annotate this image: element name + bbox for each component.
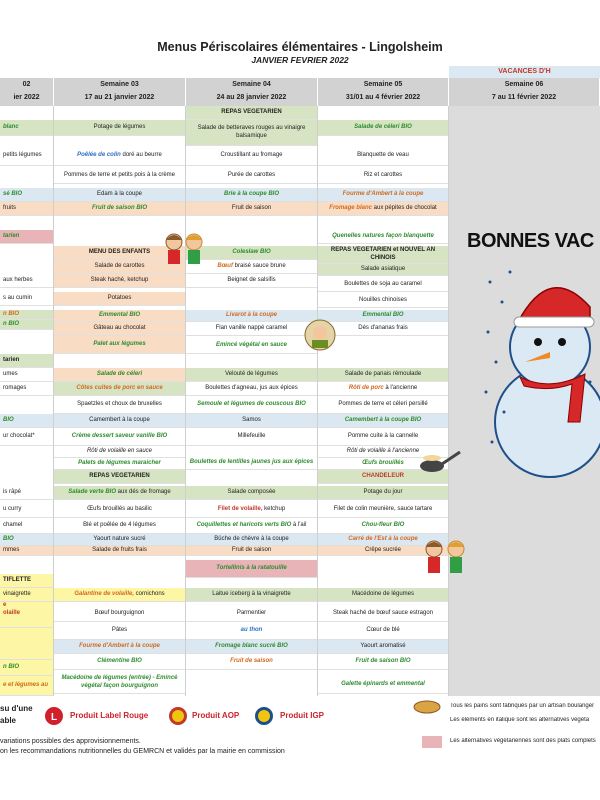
menu-item: Potatoes	[54, 292, 185, 306]
menu-item: Fruit de saison	[186, 546, 317, 556]
menu-item: Gâteau au chocolat	[54, 322, 185, 336]
menu-item: chamel	[0, 518, 53, 534]
menu-item: Pâtes	[54, 622, 185, 640]
menu-item: Yaourt aromatisé	[318, 640, 448, 654]
menu-item: Fruit de saison	[186, 202, 317, 216]
menu-item: Pommes de terre et petits pois à la crème	[54, 168, 185, 184]
menu-item: Dés d'ananas frais	[318, 322, 448, 336]
week-dates: 17 au 21 janvier 2022	[84, 94, 155, 101]
menu-item: Samos	[186, 414, 317, 428]
menu-item: Purée de carottes	[186, 168, 317, 184]
veg-alt: Palet aux légumes	[54, 336, 185, 354]
menu-item: Salade de fruits frais	[54, 546, 185, 556]
menu-item: Pomme cuite à la cannelle	[318, 428, 448, 446]
menu-item: Côtes cuites de porc en sauce	[54, 382, 185, 396]
menu-item: Salade composée	[186, 486, 317, 500]
menu-item: fruits	[0, 202, 53, 216]
week03-column	[54, 106, 186, 696]
children-icon	[160, 232, 208, 266]
menu-item: Beignet de salsifis	[186, 274, 317, 288]
menu-item: Fruit de saison BIO	[318, 654, 448, 670]
menu-item-header: TIFLETTE	[0, 574, 53, 588]
menu-item: Salade de betteraves rouges au vinaigre balsamique	[186, 120, 317, 146]
menu-item: Clémentine BIO	[54, 654, 185, 670]
menu-item: Salade de céleri	[54, 368, 185, 382]
menu-item: Potage du jour	[318, 486, 448, 500]
menu-item: e et légumes au	[0, 676, 53, 696]
menu-item: is râpé	[0, 486, 53, 500]
label-rouge-icon	[44, 706, 64, 726]
menu-item: Bœuf braisé sauce brune	[186, 260, 317, 274]
crepe-pan-icon	[418, 448, 462, 478]
menu-item: Cœur de blé	[318, 622, 448, 640]
menu-item: Camembert à la coupe	[54, 414, 185, 428]
menu-item: Semoule et légumes de couscous BIO	[186, 396, 317, 414]
page-subtitle: JANVIER FEVRIER 2022	[251, 55, 349, 65]
menu-item: Carré de l'Est à la coupe	[318, 534, 448, 546]
menu-header: REPAS VEGETARIEN	[54, 470, 185, 484]
menu-item: au thon	[186, 622, 317, 640]
menu-item: sé BIO	[0, 188, 53, 202]
menu-item: Coleslaw BIO	[186, 246, 317, 260]
bonnes-vacances-text: BONNES VAC	[467, 230, 594, 252]
bread-icon	[412, 700, 442, 714]
menu-item: Riz et carottes	[318, 168, 448, 184]
menu-item: romages	[0, 382, 53, 396]
menu-header: MENU DES ENFANTS	[54, 246, 185, 260]
footer-left-text2: able	[0, 716, 17, 725]
children-icon	[420, 538, 472, 578]
menu-item: Potage de légumes	[54, 120, 185, 136]
week02-column	[0, 106, 54, 696]
menu-item: Edam à la coupe	[54, 188, 185, 202]
menu-item: Rôti de volaille à l'ancienne	[318, 446, 448, 458]
menu-item: e olaille	[0, 602, 53, 628]
menu-item: Fruit de saison BIO	[54, 202, 185, 216]
veg-alt-swatch	[422, 736, 442, 748]
menu-item: BIO	[0, 534, 53, 546]
veg-alt: Galette épinards et emmental	[318, 676, 448, 694]
menu-item: petits légumes	[0, 146, 53, 166]
menu-item: Millefeuille	[186, 428, 317, 446]
menu-item: Œufs brouillés au basilic	[54, 502, 185, 518]
week-header-06	[449, 78, 600, 106]
menu-item: Laitue iceberg à la vinaigrette	[186, 588, 317, 602]
footer-note-2: on les recommandations nutritionnelles du GEMRCN et validés par la mairie en commission	[0, 748, 285, 755]
menu-item: Steak haché de bœuf sauce estragon	[318, 606, 448, 622]
menu-item: Fourme d'Ambert à la coupe	[54, 640, 185, 654]
menu-item: Galantine de volaille, cornichons	[54, 588, 185, 602]
igp-icon	[254, 706, 274, 726]
menu-item: Salade asiatique	[318, 264, 448, 276]
menu-item: vinaigrette	[0, 588, 53, 602]
menu-item: Blanquette de veau	[318, 146, 448, 166]
menu-item: Fromage blanc sucré BIO	[186, 640, 317, 654]
menu-item: Parmentier	[186, 606, 317, 622]
label-rouge-legend: Produit Label Rouge	[70, 711, 149, 720]
week-header-05	[318, 78, 449, 106]
menu-item: Bœuf bourguignon	[54, 606, 185, 622]
aop-legend: Produit AOP	[192, 711, 240, 720]
chef-child-icon	[302, 318, 338, 352]
menu-item: umes	[0, 368, 53, 382]
menu-item: Fruit de saison	[186, 654, 317, 670]
svg-text:L: L	[50, 712, 58, 723]
menu-item: aux herbes	[0, 274, 53, 288]
menu-item: Nouilles chinoises	[318, 294, 448, 308]
menu-item: blanc	[0, 120, 53, 136]
veg-alt: tarien	[0, 230, 53, 244]
week-header-03	[54, 78, 186, 106]
week-name: Semaine 04	[232, 81, 271, 88]
menu-item: Emmental BIO	[54, 310, 185, 322]
menu-item: Brie à la coupe BIO	[186, 188, 317, 202]
menu-item: Boulettes d'agneau, jus aux épices	[186, 382, 317, 396]
igp-legend: Produit IGP	[280, 711, 324, 720]
menu-item: BIO	[0, 414, 53, 428]
week-name: Semaine 03	[100, 81, 139, 88]
menu-item: Bûche de chèvre à la coupe	[186, 534, 317, 546]
week04-column	[186, 106, 318, 696]
menu-item: n BIO	[0, 660, 53, 676]
menu-item: Salade de céleri BIO	[318, 120, 448, 136]
week-name: Semaine 05	[363, 81, 403, 88]
menu-item: Croustillant au fromage	[186, 146, 317, 166]
menu-item: Camembert à la coupe BIO	[318, 414, 448, 428]
menu-item: n BIO	[0, 310, 53, 320]
menu-item: mmes	[0, 546, 53, 556]
footer-right-3: Les alternatives végétariennes sont des plats complets	[450, 738, 596, 744]
week-header-04	[186, 78, 318, 106]
veg-alt: Tortellinis à la ratatouille	[186, 560, 317, 578]
menu-item: Chou-fleur BIO	[318, 518, 448, 534]
footer-note-1: variations possibles des approvisionnements.	[0, 738, 141, 745]
menu-item: Salade de panais rémoulade	[318, 368, 448, 382]
menu-item: Salade verte BIO aux dés de fromage	[54, 486, 185, 500]
menu-item: u curry	[0, 502, 53, 518]
menu-item: Poêlée de colin doré au beurre	[54, 146, 185, 166]
week05-column	[318, 106, 449, 696]
vacances-banner: VACANCES D'H	[449, 66, 600, 78]
veg-alt: Palets de légumes maraicher	[54, 458, 185, 470]
menu-item: Crêpe sucrée	[318, 546, 448, 556]
menu-item: Fourme d'Ambert à la coupe	[318, 188, 448, 202]
menu-item: Livarot à la coupe	[186, 310, 317, 322]
menu-item: Rôti de porc à l'ancienne	[318, 382, 448, 396]
menu-item: Filet de colin meunière, sauce tartare	[318, 502, 448, 518]
week-dates: 7 au 11 février 2022	[491, 94, 557, 101]
menu-item: Crème dessert saveur vanille BIO	[54, 428, 185, 446]
veg-alt: Quenelles natures façon blanquette	[318, 230, 448, 244]
menu-header: REPAS VEGETARIEN et NOUVEL AN CHINOIS	[318, 246, 448, 264]
veg-alt: Emincé végétal en sauce	[186, 338, 317, 354]
menu-item: Flan vanille nappé caramel	[186, 322, 317, 336]
menu-item: Filet de volaille, ketchup	[186, 502, 317, 518]
menu-item: Blé et poêlée de 4 légumes	[54, 518, 185, 534]
snowman-icon	[480, 262, 600, 482]
aop-icon	[168, 706, 188, 726]
week-name: Semaine 06	[504, 81, 544, 88]
menu-item	[0, 628, 53, 660]
menu-item: Coquillettes et haricots verts BIO à l'ail	[186, 518, 317, 534]
menu-item: Boulettes de soja au caramel	[318, 278, 448, 292]
menu-header: CHANDELEUR	[318, 470, 448, 484]
footer-right-2: Les éléments en italique sont les alternatives végéta	[450, 717, 590, 723]
menu-item: Rôti de volaille en sauce	[54, 446, 185, 458]
menu-item: Fromage blanc aux pépites de chocolat	[318, 202, 448, 216]
veg-alt: Œufs brouillés	[318, 458, 448, 470]
menu-item: ur chocolat*	[0, 428, 53, 446]
week-dates: 31/01 au 4 février 2022	[345, 94, 421, 101]
menu-item: s au cumin	[0, 292, 53, 306]
menu-item: Yaourt nature sucré	[54, 534, 185, 546]
menu-item-header: tarien	[0, 354, 53, 368]
page-title: Menus Périscolaires élémentaires - Lingolsheim	[157, 40, 443, 54]
menu-item: Macédoine de légumes	[318, 588, 448, 602]
week-name: 02	[22, 81, 31, 88]
footer-left-text: su d'une	[0, 704, 33, 713]
menu-item: n BIO	[0, 320, 53, 330]
veg-alt: Macédoine de légumes (entrée) - Emincé végétal façon bourguignon	[54, 672, 185, 694]
menu-item: Spaetzles et choux de bruxelles	[54, 396, 185, 414]
menu-item: Steak haché, ketchup	[54, 274, 185, 288]
menu-item: Pommes de terre et céleri persillé	[318, 396, 448, 414]
veg-alt: Boulettes de lentilles jaunes jus aux épices	[186, 456, 317, 470]
menu-item: Emmental BIO	[318, 310, 448, 322]
menu-item: Velouté de légumes	[186, 368, 317, 382]
week-dates: 24 au 28 janvier 2022	[216, 94, 287, 101]
footer-right-1: Tous les pains sont fabriqués par un artisan boulanger	[450, 703, 595, 709]
week-header-02	[0, 78, 54, 106]
menu-header: REPAS VEGETARIEN	[186, 106, 317, 120]
week-dates: ier 2022	[13, 94, 40, 101]
menu-item: Salade de carottes	[54, 260, 185, 274]
